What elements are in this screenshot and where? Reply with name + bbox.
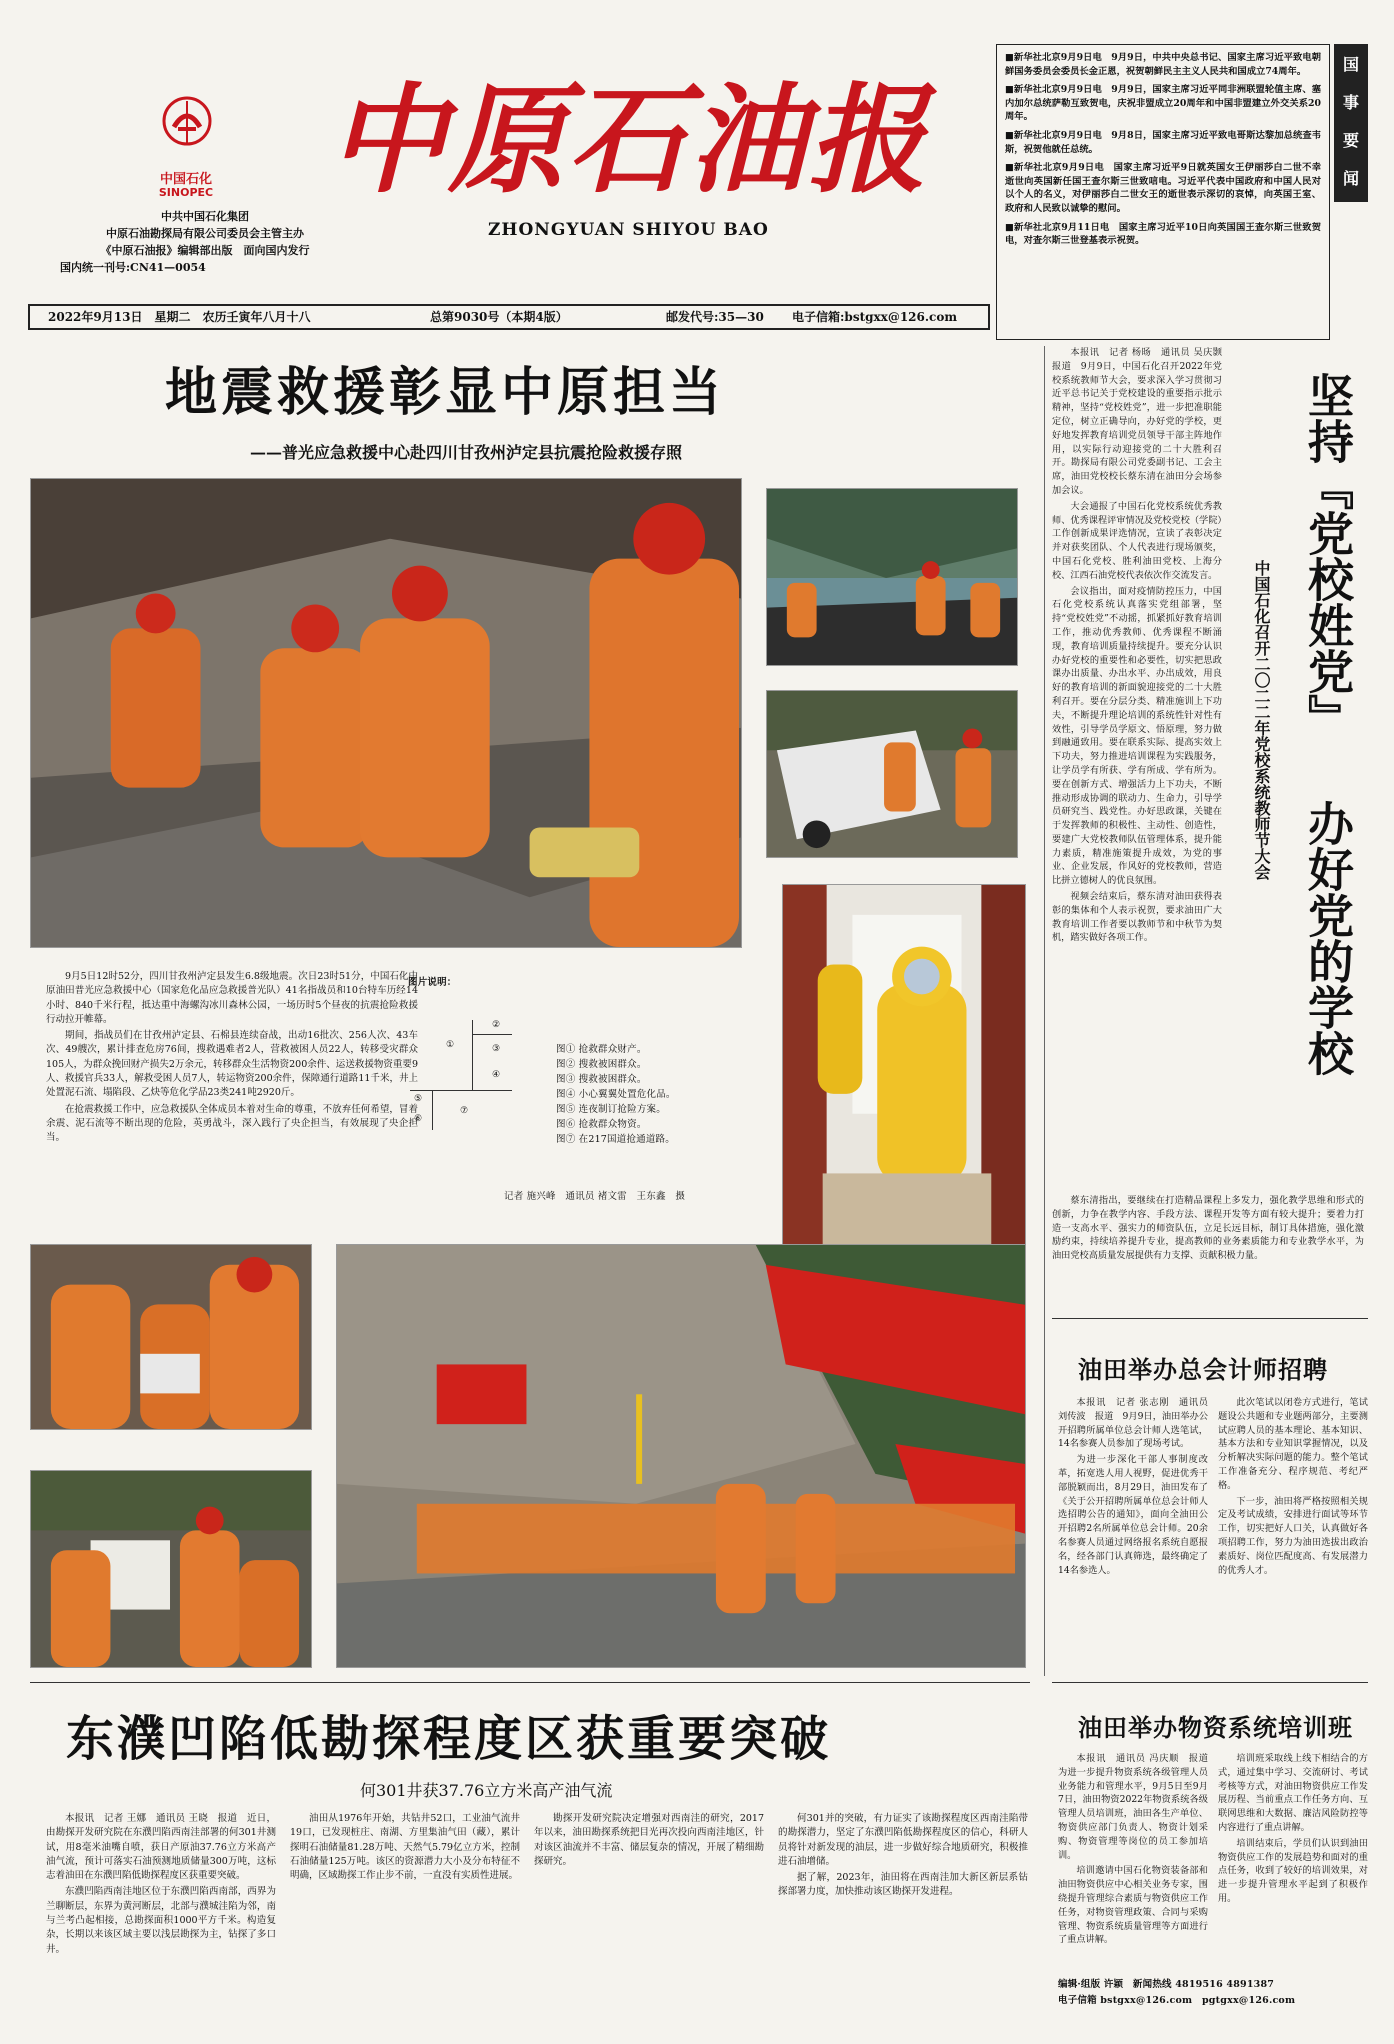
lead-photo-5	[30, 1244, 312, 1430]
party-paragraph: 蔡东清指出，要继续在打造精品课程上多发力，强化教学思维和形式的创新，力争在教学内容、手段方法、课程开发等方面有较大提升；要着力打造一支高水平、强实力的师资队伍，立足长远目标，制订具体措施，强化激励约束，持续培养提升专业，提高教师的业务素质能力和专业教学水平，为油田党校高质量发展提供有力支撑、贡献积极力量。	[1052, 1195, 1364, 1262]
dongpu-paragraph: 本报讯 记者 王娜 通讯员 王晓 报道 近日，由勘探开发研究院在东濮凹陷西南洼部署的何301井测试，用8毫米油嘴自喷，获日产原油37.76立方米高产油气流，预计可落实石油预测地质储量300万吨，这标志着油田在东濮凹陷低勘探程度区获重要突破。	[46, 1813, 276, 1882]
lead-photo-3	[766, 690, 1018, 858]
masthead-pinyin: ZHONGYUAN SHIYOU BAO	[488, 220, 769, 240]
materials-body-col1	[1058, 1752, 1218, 1972]
masthead	[28, 40, 988, 302]
caption-block	[408, 970, 768, 1202]
dongpu-body-col3	[534, 1812, 764, 2012]
party-paragraph: 大会通报了中国石化党校系统优秀教师、优秀课程评审情况及党校党校（学院）工作创新成果评选情况，宣读了表彰决定并对获奖团队、个人代表进行现场颁奖，中国石化党校、胜利油田党校、上海分校、江西石油党校代表依次作交流发言。	[1052, 500, 1222, 581]
sinopec-logo-icon	[156, 95, 218, 165]
lead-subhead: ——普光应急救援中心赴四川甘孜州泸定县抗震抢险救援存照	[250, 443, 683, 462]
dongpu-paragraph: 何301并的突破，有力证实了该勘探程度区西南洼陷带的勘探潜力，坚定了东濮凹陷低勘探程度区的信心，科研人员将针对新发现的油层，进一步做好综合地质研究，积极推进石油增储。	[778, 1813, 1028, 1867]
cpa-paragraph: 此次笔试以闭卷方式进行，笔试题设公共题和专业题两部分，主要测试应聘人员的基本理论、基本知识、基本方法和专业知识掌握情况，以及分析解决实际问题的能力。整个笔试工作准备充分、程序规范、考纪严格。	[1218, 1397, 1368, 1491]
lead-headline: 地震救援彰显中原担当	[165, 363, 726, 423]
dongpu-body-col4	[778, 1812, 1028, 2012]
caption-item: 图④ 小心翼翼处置危化品。	[556, 1089, 676, 1100]
dateline-postcode: 邮发代号:35—30	[666, 310, 764, 324]
caption-item: 图② 搜救被困群众。	[556, 1059, 647, 1070]
publisher-line: 中共中国石化集团	[161, 210, 249, 223]
lead-photo-2	[766, 488, 1018, 666]
dongpu-subhead: 何301井获37.76立方米高产油气流	[360, 1781, 613, 1800]
editor-email: 电子信箱 bstgxx@126.com pgtgxx@126.com	[1058, 1995, 1296, 2006]
caption-item: 图⑥ 抢救群众物资。	[556, 1119, 647, 1130]
party-school-body	[1052, 346, 1232, 1186]
lead-paragraph: 9月5日12时52分，四川甘孜州泸定县发生6.8级地震。次日23时51分，中国石化中原油田普光应急救援中心（国家危化品应急救援普光队）41名指战员和10台特车历经14小时、840千米行程，抵达重中海螺沟冰川森林公园，一场历时5个昼夜的抗震抢险救援行动拉开帷幕。	[46, 971, 418, 1025]
caption-item: 图① 抢救群众财产。	[556, 1044, 647, 1055]
cpa-paragraph: 为进一步深化干部人事制度改革，拓宽选人用人视野，促进优秀干部脱颖而出，8月29日，油田发布了《关于公开招聘所属单位总会计师人选招聘公告的通知》，面向全油田公开招聘2名所属单位总会计师。20余名参赛人员通过网络报名系统自愿报名，经各部门认真筛选，最终确定了14名参选人。	[1058, 1454, 1208, 1576]
cpa-body-col2	[1218, 1396, 1368, 1668]
caption-diagram: ① ② ③ ④ ⑤ ⑥ ⑦	[410, 1010, 520, 1130]
dateline-date: 2022年9月13日 星期二 农历壬寅年八月十八	[48, 310, 311, 324]
lead-paragraph: 期间，指战员们在甘孜州泸定县、石棉县连续奋战，出动16批次、256人次、43车次、49艘次，累计排查危房76间，搜救遇难者2人，营救被困人员22人，转移受灾群众105人，为群众挽回财产损失2万余元，转移群众生活物资200余件、运送救援物资重要9人、救援官兵33人，解救受困人员7人，转运物资200余件，保障通行道路11千米，井上处置泥石流、塌陷段、乙炔等危化学品23类241吨2920斤。	[46, 1030, 418, 1099]
cpa-headline: 油田举办总会计师招聘	[1078, 1355, 1328, 1384]
national-news-box	[996, 44, 1330, 340]
caption-title: 图片说明：	[408, 977, 457, 988]
news-item: ■新华社北京9月9日电 9月9日，中共中央总书记、国家主席习近平致电朝鲜国务委员会委员长金正恩，祝贺朝鲜民主主义人民共和国成立74周年。	[1005, 52, 1321, 77]
cpa-paragraph: 本报讯 记者 张志刚 通讯员 刘传波 报道 9月9日，油田举办公开招聘所属单位总会计师人选笔试，14名参赛人员参加了现场考试。	[1058, 1397, 1208, 1450]
caption-list	[556, 1042, 736, 1147]
party-headline-bottom: 办好党的学校	[1301, 800, 1355, 1076]
editor-line: 编辑·组版 许颖 新闻热线 4819516 4891387	[1058, 1979, 1275, 1990]
party-paragraph: 视频会结束后，蔡东清对油田获得表彰的集体和个人表示祝贺，要求油田广大教育培训工作者要以教师节和中秋节为契机，踏实做好各项工作。	[1052, 891, 1222, 944]
masthead-title: 中原石油报	[328, 70, 929, 209]
dongpu-headline: 东濮凹陷低勘探程度区获重要突破	[66, 1711, 832, 1767]
publisher-line: 国内统一刊号:CN41—0054	[60, 261, 206, 274]
caption-item: 图⑦ 在217国道抢通道路。	[556, 1134, 675, 1145]
party-paragraph: 会议指出，面对疫情防控压力，中国石化党校系统认真落实党组部署，坚持“党校姓党”不动摇，抓紧抓好教育培训工作，推动优秀教师、优秀课程不断涌现，教育培训质量持续提升。要充分认识办好党校的重要性和必要性，切实把思政课办出质量、办出水平、办出成效，用良好的教育培训的新面貌迎接党的二十大胜利召开。要在分层分类、精准施训上下功夫，不断提升理论培训的系统性针对性有效性，引导学员学原文、悟原理，努力做到融通致用。要在联系实际、提高实效上下功夫，努力推进培训课程为实践服务，让学员学有所获、学有所成、学有所为。要在创新方式、增强活力上下功夫，不断推动形成协调的联动力、生命力，引导学员研究当、践党性。办好思政课，关键在于发挥教师的积极性、主动性、创造性，要建广大党校教师队伍管理体系，提升能力素质，精准施策提升成效，为党的事业、企业发展，作风好的党校教师，营造比拼立德树人的优良氛围。	[1052, 585, 1222, 887]
news-item: ■新华社北京9月9日电 9月9日，国家主席习近平同非洲联盟轮值主席、塞内加尔总统萨勒互致贺电，庆祝非盟成立20周年和中国非盟建立外交关系20周年。	[1005, 84, 1321, 123]
dongpu-paragraph: 东濮凹陷西南洼地区位于东濮凹陷西南部，西界为兰聊断层，东界为黄河断层，北部与濮城洼陷为邻，南与兰考凸起相接，总勘探面积1000平方千米。构造复杂，长期以来该区域主要以浅层勘探为主，钻探了多口井。	[46, 1886, 276, 1955]
photo-byline: 记者 施兴峰 通讯员 褚文雷 王东鑫 摄	[504, 1191, 686, 1202]
lead-photo-4	[782, 884, 1026, 1248]
national-news-label: 国 事 要 闻	[1334, 44, 1368, 202]
publisher-line: 中原石油勘探局有限公司委员会主管主办	[106, 227, 304, 240]
dongpu-body-col2	[290, 1812, 520, 2012]
dateline-issue: 总第9030号（本期4版）	[430, 310, 568, 324]
party-paragraph: 本报讯 记者 杨旸 通讯员 吴庆颢 报道 9月9日，中国石化召开2022年党校系统教师节大会，要求深入学习贯彻习近平总书记关于党校建设的重要指示批示精神，坚持“党校姓党”，进一步把准职能定位，树立正确导向，办好党的学校，更好地发挥教育培训党员领导干部主阵地作用，以实际行动迎接党的二十大胜利召开。勘探局有限公司党委副书记、工会主席，油田党校校长蔡东清在油田分会场参加会议。	[1052, 347, 1232, 496]
caption-item: 图③ 搜救被困群众。	[556, 1074, 647, 1085]
publisher-line: 《中原石油报》编辑部出版 面向国内发行	[100, 244, 310, 257]
materials-paragraph: 培训邀请中国石化物资装备部和油田物资供应中心相关业务专家，围绕提升管理综合素质与物资供应工作任务，对物资管理政策、合同与采购管理、物资系统质量管理等方面进行了重点讲解。	[1058, 1865, 1208, 1946]
party-subhead: 中国石化召开二〇二二年党校系统教师节大会	[1252, 560, 1271, 880]
caption-item: 图⑤ 连夜制订抢险方案。	[556, 1104, 666, 1115]
lead-photo-7	[336, 1244, 1026, 1668]
materials-paragraph: 本报讯 通讯员 冯庆顺 报道 为进一步提升物资系统各级管理人员业务能力和管理水平，9月5日至9月7日，油田物资2022年物资系统各级管理人员培训班，油田各生产单位、物资供应部门负责人、物资计划采购、物资管理等岗位的员工参加培训。	[1058, 1753, 1218, 1861]
materials-body-col2	[1218, 1752, 1368, 1972]
logo-text-cn: 中国石化	[159, 172, 212, 187]
dongpu-paragraph: 勘探开发研究院决定增强对西南洼的研究，2017年以来，油田勘探系统把目光再次投向西南洼地区，针对该区油流并不丰富、储层复杂的情况，开展了精细勘探研究。	[534, 1813, 764, 1867]
dateline-email: 电子信箱:bstgxx@126.com	[792, 310, 958, 324]
materials-paragraph: 培训结束后，学员们认识到油田物资供应工作的发展趋势和面对的重点任务，收到了较好的培训效果，对进一步提升管理水平起到了积极作用。	[1218, 1837, 1368, 1904]
materials-paragraph: 培训班采取线上线下相结合的方式，通过集中学习、交流研讨、考试考核等方式，对油田物资供应工作发展历程、当前重点工作任务方向、互联网思维和大数据、廉洁风险防控等内容进行了重点讲解。	[1218, 1753, 1368, 1833]
news-item: ■新华社北京9月11日电 国家主席习近平10日向英国国王查尔斯三世致贺电，对查尔斯三世登基表示祝贺。	[1005, 221, 1321, 247]
party-headline-top: 坚持『党校姓党』	[1301, 372, 1355, 740]
party-school-body-bottom	[1052, 1194, 1364, 1306]
lead-body	[46, 970, 418, 1176]
cpa-paragraph: 下一步，油田将严格按照相关规定及考试成绩，安排进行面试等环节工作，切实把好人口关，认真做好各项招聘工作，努力为油田选拔出政治素质好、岗位匹配度高、有发展潜力的优秀人才。	[1218, 1495, 1368, 1576]
publisher-info	[60, 208, 350, 276]
dongpu-paragraph: 油田从1976年开始，共钻井52口，工业油气流井19口，已发现桩庄、南湖、方里集油气田（藏），累计探明石油储量81.28万吨、天然气5.79亿立方米，控制石油储量125万吨。该区的资源潜力大小及分布特征不明确，区域勘探工作止步不前，一直没有实质性进展。	[290, 1813, 520, 1882]
news-item: ■新华社北京9月9日电 9月8日，国家主席习近平致电哥斯达黎加总统查韦斯，祝贺他就任总统。	[1005, 129, 1321, 155]
dongpu-body-col1	[46, 1812, 276, 2012]
lead-paragraph: 在抢震救援工作中，应急救援队全体成员本着对生命的尊重，不放弃任何希望，冒着余震、泥石流等不断出现的危险，英勇战斗，深入践行了央企担当，有效展现了央企担当。	[46, 1103, 418, 1144]
lead-photo-6	[30, 1470, 312, 1668]
materials-headline: 油田举办物资系统培训班	[1078, 1713, 1353, 1742]
lead-photo-1	[30, 478, 742, 948]
dongpu-paragraph: 据了解，2023年，油田将在西南洼加大新区新层系钻探部署力度，加快推动该区勘探开发进程。	[778, 1872, 1028, 1898]
dateline-bar	[28, 304, 990, 330]
cpa-body-col1	[1058, 1396, 1208, 1668]
news-item: ■新华社北京9月9日电 国家主席习近平9日就英国女王伊丽莎白二世不幸逝世向英国新任国王查尔斯三世致唁电。习近平代表中国政府和中国人民对以个人的名义，对伊丽莎白二世女王的逝世表示深切的哀悼，向英国王室、政府和人民致以诚挚的慰问。	[1005, 162, 1321, 214]
logo-text-en: SINOPEC	[158, 186, 214, 199]
